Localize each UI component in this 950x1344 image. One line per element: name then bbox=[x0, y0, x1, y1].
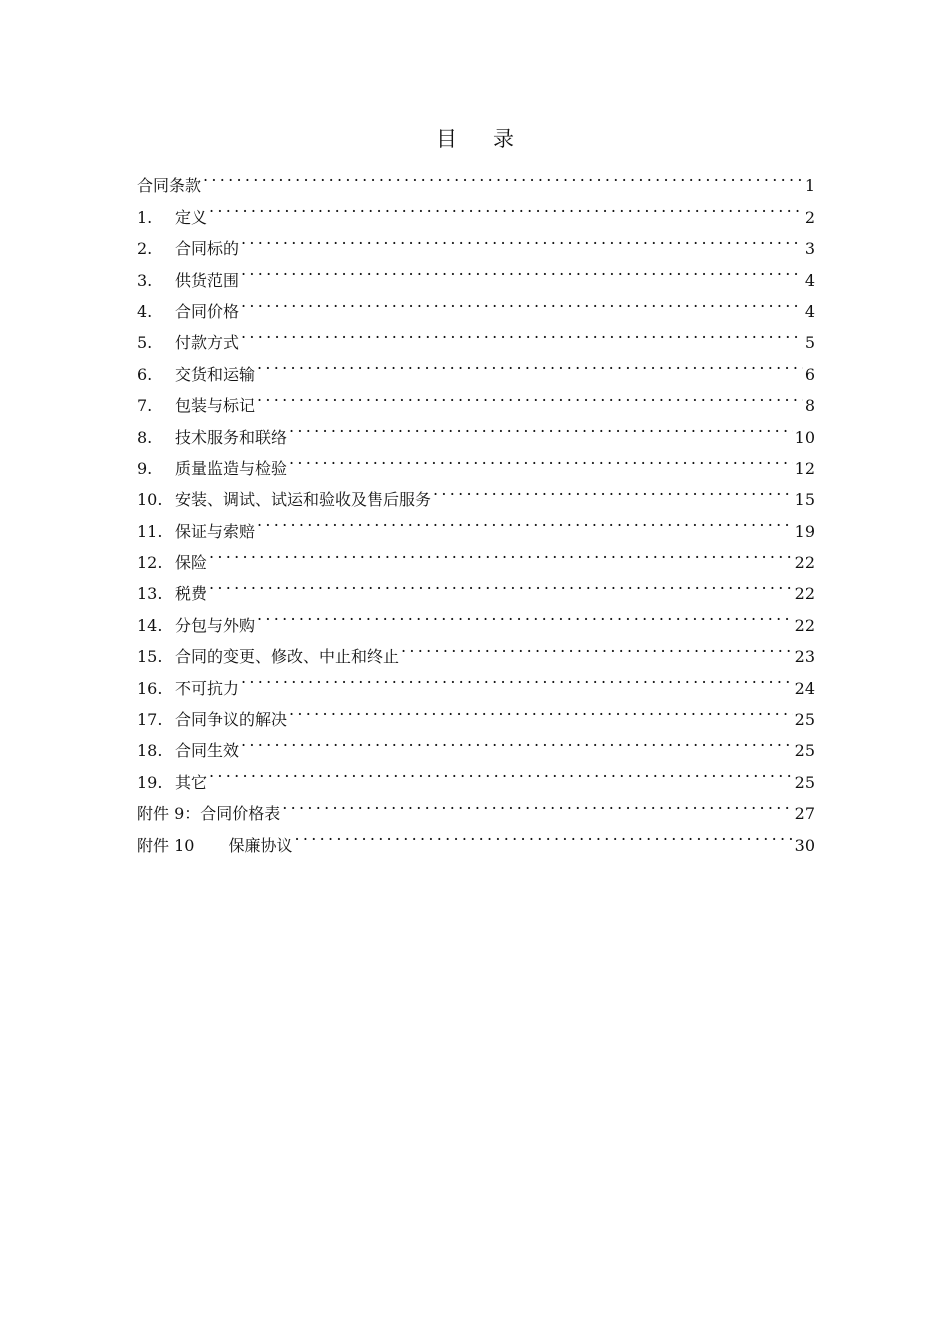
toc-entry-label: 合同价格 bbox=[175, 301, 240, 321]
toc-entry-number: 14. bbox=[137, 615, 163, 635]
toc-entry-page: 5 bbox=[804, 333, 815, 353]
toc-leader-dots bbox=[401, 631, 793, 662]
toc-entry[interactable] bbox=[137, 568, 815, 604]
toc-entry-page: 30 bbox=[794, 835, 815, 855]
toc-entry-number: 4. bbox=[137, 301, 153, 321]
toc-leader-dots bbox=[241, 317, 803, 348]
toc-entry-page: 22 bbox=[794, 553, 815, 573]
toc-entry-page: 22 bbox=[794, 584, 815, 604]
toc-entry-page: 12 bbox=[794, 458, 815, 478]
toc-entry-number: 8. bbox=[137, 427, 153, 447]
toc-entry-label: 包装与标记 bbox=[175, 396, 256, 416]
toc-entry-number: 5. bbox=[137, 333, 153, 353]
toc-entry[interactable] bbox=[137, 599, 815, 635]
toc-entry-label: 质量监造与检验 bbox=[175, 458, 288, 478]
toc-entry-label: 保险 bbox=[175, 553, 208, 573]
toc-entry-page: 24 bbox=[794, 678, 815, 698]
toc-entry-number: 7. bbox=[137, 396, 153, 416]
toc-entry[interactable] bbox=[137, 191, 815, 227]
toc-entry-page: 25 bbox=[794, 741, 815, 761]
toc-entry-number: 13. bbox=[137, 584, 163, 604]
toc-entry-page: 3 bbox=[804, 239, 815, 259]
toc-entry-page: 2 bbox=[804, 207, 815, 227]
toc-entry-page: 23 bbox=[794, 647, 815, 667]
toc-entry-number: 3. bbox=[137, 270, 153, 290]
toc-entry-page: 27 bbox=[794, 804, 815, 824]
toc-leader-dots bbox=[282, 788, 792, 819]
toc-leader-dots bbox=[289, 411, 793, 442]
toc-entry-page: 4 bbox=[804, 301, 815, 321]
toc-entry-label: 其它 bbox=[175, 772, 208, 792]
toc-entry-page: 1 bbox=[804, 176, 815, 196]
toc-entry-number: 15. bbox=[137, 647, 163, 667]
toc-entry-number: 10. bbox=[137, 490, 163, 510]
toc-entry-page: 22 bbox=[794, 615, 815, 635]
toc-entry-label: 定义 bbox=[175, 207, 208, 227]
toc-entry-page: 6 bbox=[804, 364, 815, 384]
toc-entry-number: 2. bbox=[137, 239, 153, 259]
toc-entry-number: 17. bbox=[137, 710, 163, 730]
toc-entry-number: 19. bbox=[137, 772, 163, 792]
toc-entry-page: 15 bbox=[794, 490, 815, 510]
toc-entry-page: 25 bbox=[794, 772, 815, 792]
toc-entry-page: 25 bbox=[794, 710, 815, 730]
toc-leader-dots bbox=[241, 662, 793, 693]
toc-entry-label: 附件 9：合同价格表 bbox=[137, 804, 281, 824]
toc-entry-label-secondary: 保廉协议 bbox=[228, 835, 293, 855]
toc-entry-label: 附件 10 bbox=[137, 835, 195, 855]
toc-entry[interactable] bbox=[137, 537, 815, 573]
toc-entry-label: 技术服务和联络 bbox=[175, 427, 288, 447]
toc-entry-number: 16. bbox=[137, 678, 163, 698]
toc-entry-label: 不可抗力 bbox=[175, 678, 240, 698]
toc-leader-dots bbox=[289, 443, 793, 474]
toc-leader-dots bbox=[241, 254, 803, 285]
toc-list bbox=[137, 160, 815, 855]
toc-leader-dots bbox=[257, 599, 793, 630]
toc-entry-number: 1. bbox=[137, 207, 153, 227]
toc-entry-label: 合同条款 bbox=[137, 176, 202, 196]
toc-entry-label: 税费 bbox=[175, 584, 208, 604]
toc-leader-dots bbox=[289, 694, 793, 725]
toc-entry-number: 9. bbox=[137, 458, 153, 478]
toc-entry-label: 交货和运输 bbox=[175, 364, 256, 384]
toc-entry-label: 付款方式 bbox=[175, 333, 240, 353]
toc-entry-label: 安装、调试、试运和验收及售后服务 bbox=[175, 490, 432, 510]
toc-leader-dots bbox=[209, 756, 793, 787]
toc-entry-attachment[interactable] bbox=[137, 788, 815, 824]
toc-leader-dots bbox=[241, 286, 803, 317]
toc-leader-dots bbox=[257, 348, 803, 379]
toc-entry-page: 8 bbox=[804, 396, 815, 416]
toc-entry-number: 18. bbox=[137, 741, 163, 761]
toc-entry[interactable] bbox=[137, 756, 815, 792]
toc-leader-dots bbox=[294, 819, 792, 850]
toc-entry-number: 12. bbox=[137, 553, 163, 573]
toc-entry-number: 11. bbox=[137, 521, 163, 541]
toc-leader-dots bbox=[241, 223, 803, 254]
toc-entry-label: 合同生效 bbox=[175, 741, 240, 761]
toc-leader-dots bbox=[257, 505, 793, 536]
toc-entry-number: 6. bbox=[137, 364, 153, 384]
toc-entry-page: 4 bbox=[804, 270, 815, 290]
toc-entry-label: 合同标的 bbox=[175, 239, 240, 259]
toc-leader-dots bbox=[209, 537, 793, 568]
toc-entry-label: 合同的变更、修改、中止和终止 bbox=[175, 647, 400, 667]
toc-entry-label: 保证与索赔 bbox=[175, 521, 256, 541]
toc-leader-dots bbox=[203, 160, 803, 191]
toc-leader-dots bbox=[209, 568, 793, 599]
toc-leader-dots bbox=[209, 191, 803, 222]
toc-entry-page: 10 bbox=[794, 427, 815, 447]
toc-leader-dots bbox=[241, 725, 793, 756]
toc-entry-label: 分包与外购 bbox=[175, 615, 256, 635]
toc-entry-label: 供货范围 bbox=[175, 270, 240, 290]
toc-title: 目录 bbox=[436, 127, 550, 151]
toc-entry-label: 合同争议的解决 bbox=[175, 710, 288, 730]
toc-leader-dots bbox=[433, 474, 793, 505]
toc-entry[interactable] bbox=[137, 160, 815, 196]
toc-leader-dots bbox=[257, 380, 803, 411]
toc-entry-page: 19 bbox=[794, 521, 815, 541]
toc-entry[interactable] bbox=[137, 223, 815, 259]
